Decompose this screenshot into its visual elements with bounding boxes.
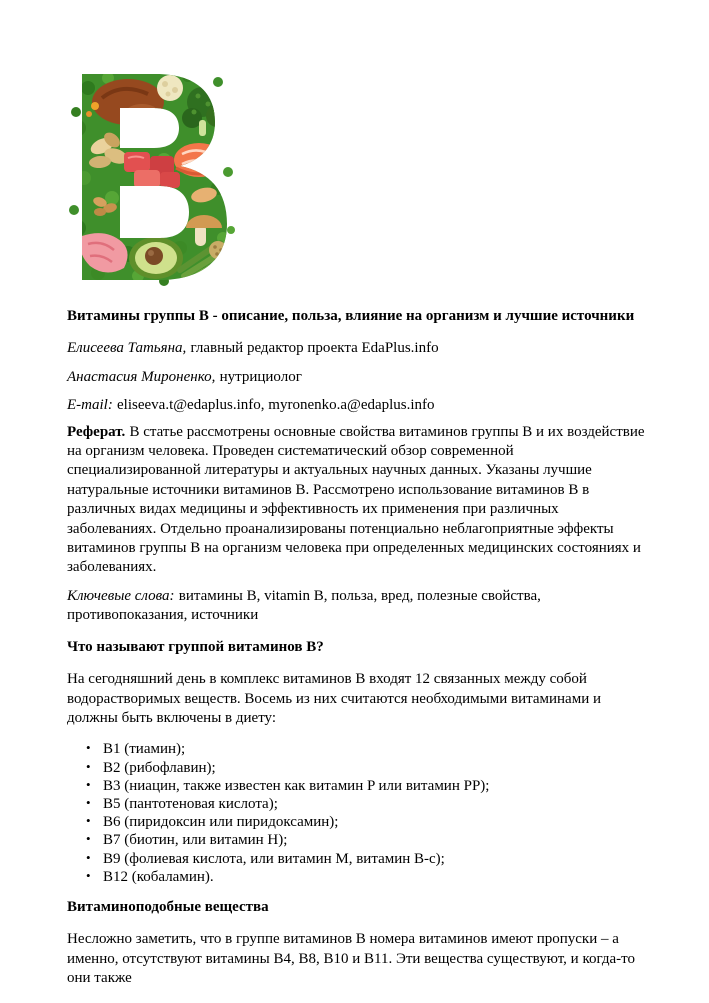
list-item-text: B3 (ниацин, также известен как витамин P или витамин PP); [103,777,490,794]
section-2-paragraph: Несложно заметить, что в группе витаминов В номера витаминов имеют пропуски – а именно, отсутствуют витамины В4, В8, В10 и В11. Эти вещества существуют, и когда-то они также [67,931,636,987]
bullet-icon: • [86,849,91,865]
vitamin-list [67,740,645,886]
bullet-icon: • [86,776,91,792]
list-item [67,850,645,868]
section-heading-vitamin-like: Витаминоподобные вещества [67,898,269,915]
author-line-1 [67,339,645,358]
email-line [67,396,645,415]
bullet-icon: • [86,831,91,847]
list-item-text: B7 (биотин, или витамин H); [103,832,288,849]
author-role-1: главный редактор проекта EdaPlus.info [190,340,439,357]
author-line-2 [67,368,645,387]
vitamin-b-foods-illustration [68,68,240,286]
list-item-text: B1 (тиамин); [103,741,186,758]
list-item [67,813,645,831]
list-item [67,759,645,777]
bullet-icon: • [86,740,91,756]
author-name-1: Елисеева Татьяна, [67,340,187,357]
email-label: E-mail: [67,397,113,414]
abstract-paragraph [67,423,645,578]
email-addresses: eliseeva.t@edaplus.info, myronenko.a@edaplus.info [117,397,435,414]
cauliflower-illustration [157,75,183,101]
author-role-2: нутрициолог [219,368,302,385]
bullet-icon: • [86,867,91,883]
author-name-2: Анастасия Мироненко, [67,368,216,385]
bullet-icon: • [86,794,91,810]
list-item [67,868,645,886]
list-item-text: B5 (пантотеновая кислота); [103,795,278,812]
abstract-text: В статье рассмотрены основные свойства витаминов группы В и их воздействие на организм человека. Проведен систематический обзор современной специализированной литературы и актуальных научных данных. Указаны лучшие натуральные источники витаминов В. Рассмотрено использование витаминов В в различных видах медицины и эффективность их применения при различных заболеваниях. Отдельно проанализированы потенциально неблагоприятные эффекты витаминов группы В на организм человека при определенных медицинских состояниях и заболеваниях. [67,423,645,576]
vitamin-b-foods-image [68,68,240,286]
list-item [67,777,645,795]
keywords-paragraph [67,587,645,626]
section-1-paragraph: На сегодняшний день в комплекс витаминов В входят 12 связанных между собой водорастворимых веществ. Восемь из них считаются необходимыми витаминами и должны быть включены в диету: [67,671,602,726]
list-item-text: B9 (фолиевая кислота, или витамин M, витамин B-c); [103,850,445,867]
list-item-text: B2 (рибофлавин); [103,759,216,776]
liver-illustration [92,79,164,125]
list-item-text: B6 (пиридоксин или пиридоксамин); [103,814,339,831]
list-item [67,740,645,758]
article-title: Витамины группы B - описание, польза, влияние на организм и лучшие источники [67,308,635,324]
list-item-text: B12 (кобаламин). [103,868,214,885]
keywords-label: Ключевые слова: [67,587,175,604]
list-item [67,831,645,849]
list-item [67,795,645,813]
avocado-illustration [129,237,183,279]
bullet-icon: • [86,758,91,774]
article-body [67,305,645,998]
abstract-label: Реферат. [67,423,126,440]
bullet-icon: • [86,813,91,829]
keywords-text: витамины В, vitamin B, польза, вред, полезные свойства, противопоказания, источники [67,587,541,624]
section-heading-vitamin-b-group: Что называют группой витаминов B? [67,638,324,655]
seeds-illustration [209,241,227,259]
salmon-illustration [174,143,224,177]
